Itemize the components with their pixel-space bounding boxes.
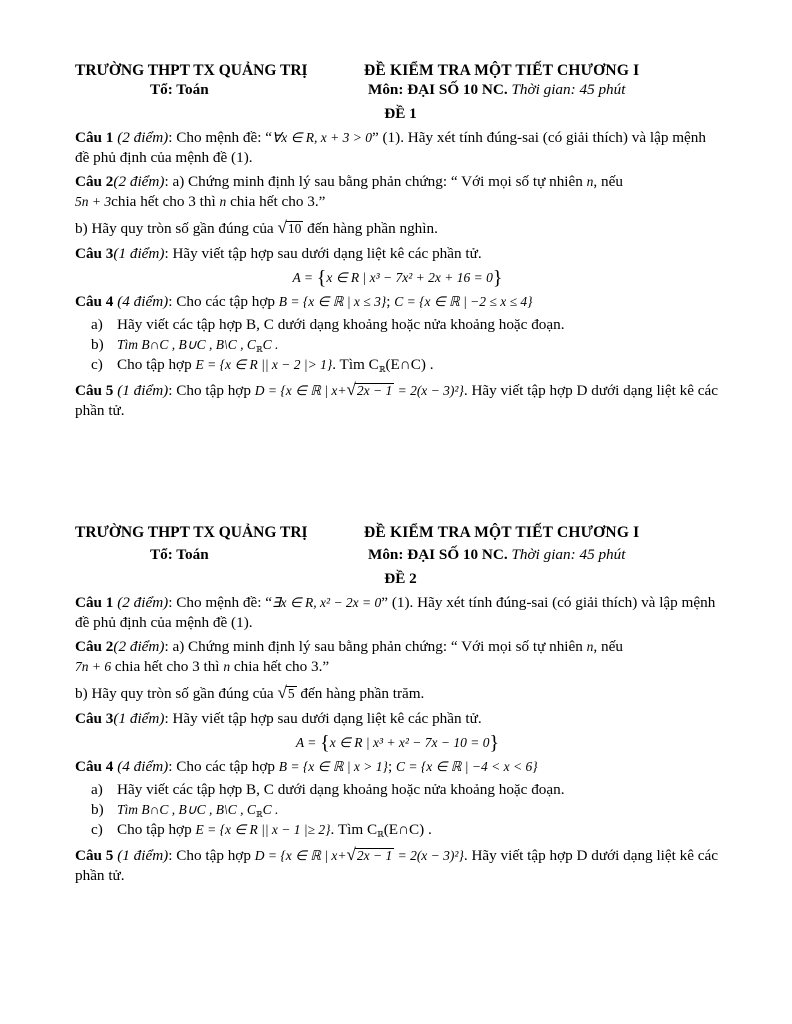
question-text: đến hàng phần trăm.: [296, 684, 425, 702]
question-points: (2 điểm): [117, 128, 169, 146]
question-label: Câu 2: [75, 638, 114, 656]
item-label: c): [91, 820, 103, 838]
exam-2: [75, 523, 720, 885]
question-label: Câu 5: [75, 381, 114, 399]
set-lhs: A =: [295, 734, 317, 750]
item-label: a): [91, 781, 103, 799]
subscript: ℝ: [377, 829, 384, 839]
question-text: , nếu: [593, 173, 623, 191]
question-4: [75, 292, 720, 312]
list-item: [91, 820, 720, 840]
question-label: Câu 5: [75, 846, 114, 864]
question-text: : Cho tập hợp: [168, 846, 255, 864]
exam-title: ĐỀ KIỂM TRA MỘT TIẾT CHƯƠNG I: [364, 62, 640, 79]
question-text: : Cho các tập hợp: [168, 757, 279, 775]
set-body: x ∈ R | x³ + x² − 7x − 10 = 0: [329, 734, 490, 750]
subject: Môn: ĐẠI SỐ 10 NC.: [368, 81, 508, 98]
question-points: (2 điểm): [117, 593, 169, 611]
question-text: ” (1). Hãy xét tính đúng-sai (có giải thích) và lập mệnh đề phủ định của mệnh đề (1).: [75, 593, 716, 631]
question-text: b) Hãy quy tròn số gần đúng của: [75, 684, 278, 702]
set-definition: A = {x ∈ R | x³ + x² − 7x − 10 = 0}: [295, 731, 500, 754]
question-points: (1 điểm): [117, 846, 169, 864]
sub-questions: [91, 315, 720, 374]
separator: ;: [386, 292, 395, 310]
radicand: 5: [287, 685, 295, 701]
department: Tổ: Toán: [150, 81, 209, 98]
formula: 7n + 6: [75, 659, 112, 674]
question-text: : Cho các tập hợp: [168, 292, 279, 310]
list-item: [91, 355, 720, 375]
question-text: : Cho mệnh đề: “: [168, 128, 272, 146]
item-label: b): [91, 801, 104, 819]
item-label: a): [91, 316, 103, 334]
question-text: , nếu: [593, 638, 623, 656]
item-text: (E∩C) .: [383, 820, 432, 838]
list-item: [91, 335, 720, 355]
list-item: [91, 800, 720, 820]
set-c: C = {x ∈ ℝ | −4 < x < 6}: [395, 758, 538, 774]
sqrt-icon: √: [277, 217, 287, 237]
item-text: . Tìm C: [330, 820, 378, 838]
variable: n: [586, 639, 594, 655]
item-text: Hãy viết các tập hợp B, C dưới dạng khoảng hoặc nửa khoảng hoặc đoạn.: [117, 316, 565, 334]
formula: ∃x ∈ R, x² − 2x = 0: [272, 594, 382, 610]
question-points: (1 điểm): [113, 709, 165, 727]
question-label: Câu 1: [75, 593, 114, 611]
question-points: (2 điểm): [113, 638, 165, 656]
question-1: [75, 593, 720, 633]
radicand: 2x − 1: [356, 382, 393, 398]
time-limit: Thời gian: 45 phút: [511, 546, 626, 563]
question-text: : a) Chứng minh định lý sau bằng phản chứng: “ Với mọi số tự nhiên: [164, 638, 587, 656]
formula: 5n + 3: [75, 194, 112, 209]
question-text: ” (1). Hãy xét tính đúng-sai (có giải thích) và lập mệnh đề phủ định của mệnh đề (1).: [75, 128, 706, 166]
formula: D = {x ∈ ℝ | x+: [254, 382, 347, 398]
question-label: Câu 4: [75, 292, 114, 310]
variable: n: [586, 174, 594, 190]
exam-header: [75, 61, 720, 80]
question-5: [75, 844, 720, 886]
school-name: TRƯỜNG THPT TX QUẢNG TRỊ: [75, 62, 308, 79]
set-lhs: A =: [292, 269, 313, 285]
formula: = 2(x − 3)²}: [394, 382, 464, 398]
question-text: đến hàng phần nghìn.: [303, 219, 438, 237]
question-label: Câu 3: [75, 709, 114, 727]
question-text: . Hãy viết tập hợp D dưới dạng liệt kê các phần tử.: [75, 846, 718, 884]
subject-line: [368, 80, 625, 100]
radicand: 2x − 1: [356, 847, 393, 863]
question-text: chia hết cho 3.”: [230, 193, 326, 210]
question-text: : Hãy viết tập hợp sau dưới dạng liệt kê các phần tử.: [164, 244, 482, 262]
variable: n: [223, 659, 231, 674]
question-2b: [75, 682, 720, 704]
question-text: . Hãy viết tập hợp D dưới dạng liệt kê các phần tử.: [75, 381, 718, 419]
item-text: C .: [262, 337, 279, 353]
question-text: chia hết cho 3 thì: [111, 193, 220, 210]
department: Tổ: Toán: [150, 546, 209, 563]
formula: = 2(x − 3)²}: [394, 847, 464, 863]
question-text: : Cho tập hợp: [168, 381, 255, 399]
question-3: [75, 709, 720, 729]
question-text: : a) Chứng minh định lý sau bằng phản chứng: “ Với mọi số tự nhiên: [164, 173, 587, 191]
set-e: E = {x ∈ R || x − 1 |≥ 2}: [195, 821, 331, 837]
set-b: B = {x ∈ ℝ | x ≤ 3}: [278, 293, 387, 309]
question-2b: [75, 217, 720, 239]
question-points: (4 điểm): [117, 757, 169, 775]
set-c: C = {x ∈ ℝ | −2 ≤ x ≤ 4}: [394, 293, 533, 309]
question-label: Câu 4: [75, 757, 114, 775]
exam-header: [75, 523, 720, 542]
exam-title: ĐỀ KIỂM TRA MỘT TIẾT CHƯƠNG I: [364, 524, 640, 541]
radicand: 10: [287, 220, 302, 236]
question-text: chia hết cho 3 thì: [111, 658, 224, 675]
question-3: [75, 244, 720, 264]
question-4: [75, 757, 720, 777]
item-text: C .: [262, 802, 279, 818]
time-limit: Thời gian: 45 phút: [511, 81, 626, 98]
question-text: chia hết cho 3.”: [233, 658, 330, 675]
variable: n: [219, 194, 227, 209]
item-text: (E∩C) .: [385, 355, 434, 373]
separator: ;: [387, 757, 396, 775]
item-text: Cho tập hợp: [117, 355, 196, 373]
subject-line: [368, 545, 625, 565]
question-2: [75, 172, 720, 212]
question-points: (2 điểm): [113, 173, 165, 191]
question-points: (4 điểm): [117, 292, 169, 310]
list-item: [91, 315, 720, 335]
school-name: TRƯỜNG THPT TX QUẢNG TRỊ: [75, 524, 308, 541]
subject: Môn: ĐẠI SỐ 10 NC.: [368, 546, 508, 563]
item-text: . Tìm C: [332, 355, 379, 373]
set-b: B = {x ∈ ℝ | x > 1}: [278, 758, 388, 774]
item-label: c): [91, 355, 103, 373]
sqrt-icon: √: [277, 682, 287, 702]
set-body: x ∈ R | x³ − 7x² + 2x + 16 = 0: [326, 269, 493, 285]
question-5: [75, 379, 720, 421]
subscript: ℝ: [378, 364, 386, 374]
sub-questions: [91, 780, 720, 839]
formula: D = {x ∈ ℝ | x+: [254, 847, 347, 863]
exam-code: ĐỀ 2: [384, 570, 417, 587]
question-label: Câu 1: [75, 128, 114, 146]
item-text: C: [243, 802, 256, 818]
question-label: Câu 3: [75, 244, 114, 262]
item-text: Cho tập hợp: [117, 820, 196, 838]
sqrt-icon: √: [346, 844, 356, 864]
question-points: (1 điểm): [117, 381, 169, 399]
exam-subheader: [75, 80, 720, 100]
list-item: [91, 780, 720, 800]
question-text: b) Hãy quy tròn số gần đúng của: [75, 219, 278, 237]
exam-code: ĐỀ 1: [384, 105, 417, 122]
formula: ∀x ∈ R, x + 3 > 0: [272, 129, 372, 145]
exam-subheader: [75, 545, 720, 565]
set-definition: A = {x ∈ R | x³ − 7x² + 2x + 16 = 0}: [292, 266, 503, 289]
question-text: : Cho mệnh đề: “: [168, 593, 272, 611]
question-text: : Hãy viết tập hợp sau dưới dạng liệt kê các phần tử.: [164, 709, 482, 727]
question-points: (1 điểm): [113, 244, 165, 262]
item-text: Tìm B∩C , B∪C , B\C ,: [117, 802, 244, 818]
item-text: Tìm B∩C , B∪C , B\C , C: [117, 337, 256, 353]
item-text: Hãy viết các tập hợp B, C dưới dạng khoảng hoặc nửa khoảng hoặc đoạn.: [117, 781, 565, 799]
subscript: ℝ: [255, 810, 263, 820]
question-1: [75, 128, 720, 168]
set-e: E = {x ∈ R || x − 2 |> 1}: [195, 356, 333, 372]
subscript: ℝ: [255, 345, 263, 355]
item-label: b): [91, 336, 104, 354]
exam-1: [75, 61, 720, 420]
sqrt-icon: √: [346, 379, 356, 399]
question-2: [75, 637, 720, 677]
question-label: Câu 2: [75, 173, 114, 191]
